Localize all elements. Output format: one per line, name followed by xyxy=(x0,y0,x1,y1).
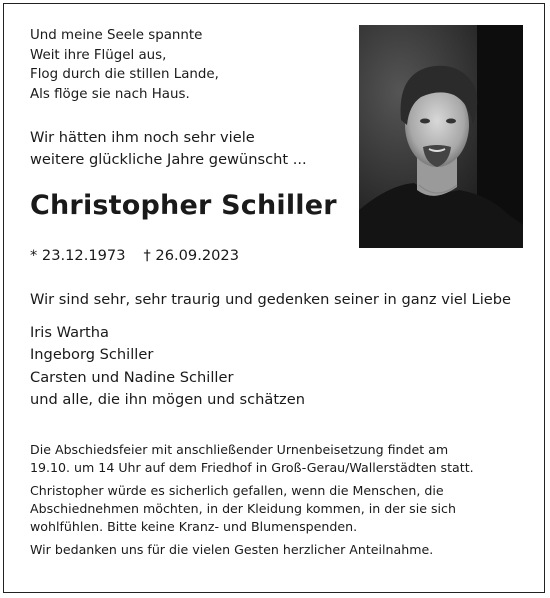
info-line: 19.10. um 14 Uhr auf dem Friedhof in Groß-Gerau/Wallerstädten statt. xyxy=(30,460,474,475)
life-dates xyxy=(30,247,239,264)
info-line: wohlfühlen. Bitte keine Kranz- und Blumenspenden. xyxy=(30,519,358,534)
portrait-image xyxy=(359,25,523,248)
poem xyxy=(30,26,219,104)
dress-info xyxy=(30,482,520,536)
mourner: Iris Wartha xyxy=(30,324,109,341)
birth-date: * 23.12.1973 xyxy=(30,247,126,264)
info-line: Christopher würde es sicherlich gefallen, wenn die Menschen, die xyxy=(30,483,444,498)
funeral-info xyxy=(30,441,520,559)
info-line: Abschiednehmen möchten, in der Kleidung kommen, in der sie sich xyxy=(30,501,456,516)
info-line: Die Abschiedsfeier mit anschließender Urnenbeisetzung findet am xyxy=(30,442,449,457)
deceased-name: Christopher Schiller xyxy=(30,190,337,221)
mourners-list xyxy=(30,322,305,411)
wish-line: weitere glückliche Jahre gewünscht ... xyxy=(30,151,307,168)
poem-line: Flog durch die stillen Lande, xyxy=(30,67,219,82)
grief-statement: Wir sind sehr, sehr traurig und gedenken seiner in ganz viel Liebe xyxy=(30,291,511,308)
portrait-photo xyxy=(359,25,523,248)
poem-line: Weit ihre Flügel aus, xyxy=(30,47,167,63)
mourner: und alle, die ihn mögen und schätzen xyxy=(30,390,305,408)
death-date: † 26.09.2023 xyxy=(143,247,239,264)
mourner: Ingeborg Schiller xyxy=(30,346,154,364)
wish-line: Wir hätten ihm noch sehr viele xyxy=(30,129,255,146)
ceremony-info xyxy=(30,441,520,477)
poem-line: Als flöge sie nach Haus. xyxy=(30,86,190,102)
poem-line: Und meine Seele spannte xyxy=(30,28,203,43)
wish-text xyxy=(30,127,307,171)
thanks-line: Wir bedanken uns für die vielen Gesten herzlicher Anteilnahme. xyxy=(30,542,434,557)
mourner: Carsten und Nadine Schiller xyxy=(30,368,234,386)
